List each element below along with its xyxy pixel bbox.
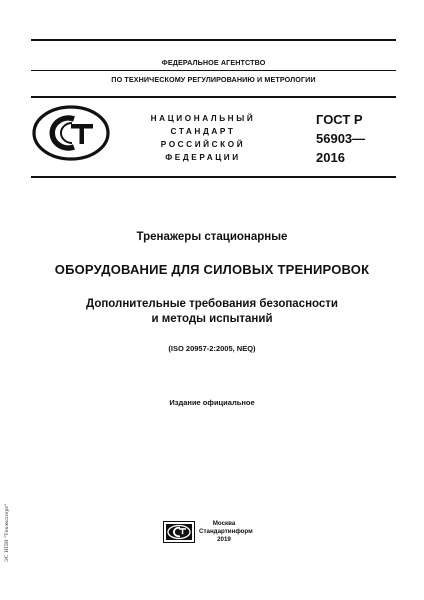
standard-block-bottom-rule	[31, 176, 396, 178]
publisher-imprint	[199, 520, 253, 544]
gost-code-line: 2016	[316, 150, 345, 165]
agency-separator	[31, 70, 396, 71]
agency-line-2: ПО ТЕХНИЧЕСКОМУ РЕГУЛИРОВАНИЮ И МЕТРОЛОГИИ	[111, 75, 316, 84]
document-title: ОБОРУДОВАНИЕ ДЛЯ СИЛОВЫХ ТРЕНИРОВОК	[54, 262, 370, 277]
standard-block-top-rule	[31, 96, 396, 98]
document-subtitle: Тренажеры стационарные	[136, 231, 288, 243]
standartinform-logo-icon	[163, 521, 195, 543]
national-standard-label	[118, 112, 288, 164]
national-line: НАЦИОНАЛЬНЫЙ	[150, 114, 256, 123]
description-line: и методы испытаний	[151, 313, 273, 325]
gost-r-emblem-icon	[31, 104, 111, 162]
publisher-line: Москва	[212, 520, 236, 527]
edition-label: Издание официальное	[169, 398, 255, 407]
top-rule	[31, 39, 396, 41]
gost-code-line: 56903—	[316, 131, 366, 146]
iso-reference: (ISO 20957-2:2005, NEQ)	[168, 344, 256, 353]
publisher-line: 2019	[217, 536, 231, 543]
national-line: СТАНДАРТ	[170, 127, 236, 136]
agency-line-1: ФЕДЕРАЛЬНОЕ АГЕНТСТВО	[161, 58, 266, 67]
gost-code-line: ГОСТ Р	[316, 112, 363, 127]
national-line: РОССИЙСКОЙ	[160, 140, 246, 149]
document-description	[0, 297, 424, 327]
description-line: Дополнительные требования безопасности	[86, 298, 338, 310]
vertical-side-note: ЭС НПИ "Техэксперт"	[4, 503, 10, 562]
gost-code	[316, 110, 365, 167]
publisher-line: Стандартинформ	[199, 528, 253, 535]
national-line: ФЕДЕРАЦИИ	[165, 153, 241, 162]
